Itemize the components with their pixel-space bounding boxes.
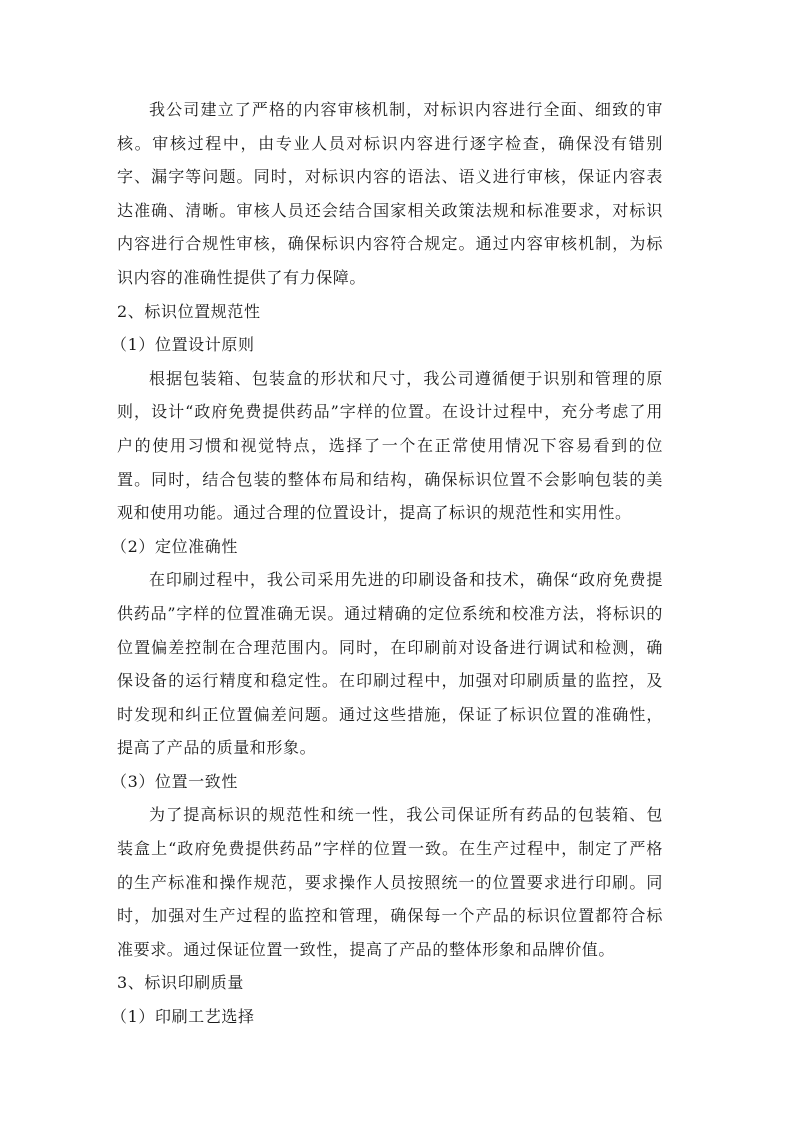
subsection-heading-print-process: （1）印刷工艺选择 xyxy=(111,1007,255,1027)
paragraph-positioning-accuracy: 在印刷过程中，我公司采用先进的印刷设备和技术，确保“政府免费提供药品”字样的位置准确无误。通过精确的定位系统和校准方法，将标识的位置偏差控制在合理范围内。同时，在印刷前对设备进行调试和检测，确保设备的运行精度和稳定性。在印刷过程中，加强对印刷质量的监控，及时发现和纠正位置偏差问题。通过这些措施，保证了标识位置的准确性，提高了产品的质量和形象。 xyxy=(117,570,663,758)
paragraph-position-design: 根据包装箱、包装盒的形状和尺寸，我公司遵循便于识别和管理的原则，设计“政府免费提供药品”字样的位置。在设计过程中，充分考虑了用户的使用习惯和视觉特点，选择了一个在正常使用情况下容易看到的位置。同时，结合包装的整体布局和结构，确保标识位置不会影响包装的美观和使用功能。通过合理的位置设计，提高了标识的规范性和实用性。 xyxy=(117,368,663,523)
subsection-heading-position-consistency: （3）位置一致性 xyxy=(111,771,238,791)
paragraph-position-consistency: 为了提高标识的规范性和统一性，我公司保证所有药品的包装箱、包装盒上“政府免费提供药品”字样的位置一致。在生产过程中，制定了严格的生产标准和操作规范，要求操作人员按照统一的位置要求进行印刷。同时，加强对生产过程的监控和管理，确保每一个产品的标识位置都符合标准要求。通过保证位置一致性，提高了产品的整体形象和品牌价值。 xyxy=(117,805,663,959)
subsection-heading-position-design: （1）位置设计原则 xyxy=(111,335,255,355)
paragraph-content-review: 我公司建立了严格的内容审核机制，对标识内容进行全面、细致的审核。审核过程中，由专业人员对标识内容进行逐字检查，确保没有错别字、漏字等问题。同时，对标识内容的语法、语义进行审核，保证内容表达准确、清晰。审核人员还会结合国家相关政策法规和标准要求，对标识内容进行合规性审核，确保标识内容符合规定。通过内容审核机制，为标识内容的准确性提供了有力保障。 xyxy=(117,100,663,287)
section-heading-print-quality: 3、标识印刷质量 xyxy=(117,973,244,993)
document-body xyxy=(111,93,663,1034)
subsection-heading-positioning-accuracy: （2）定位准确性 xyxy=(111,536,238,556)
section-heading-position-standard: 2、标识位置规范性 xyxy=(117,301,261,321)
